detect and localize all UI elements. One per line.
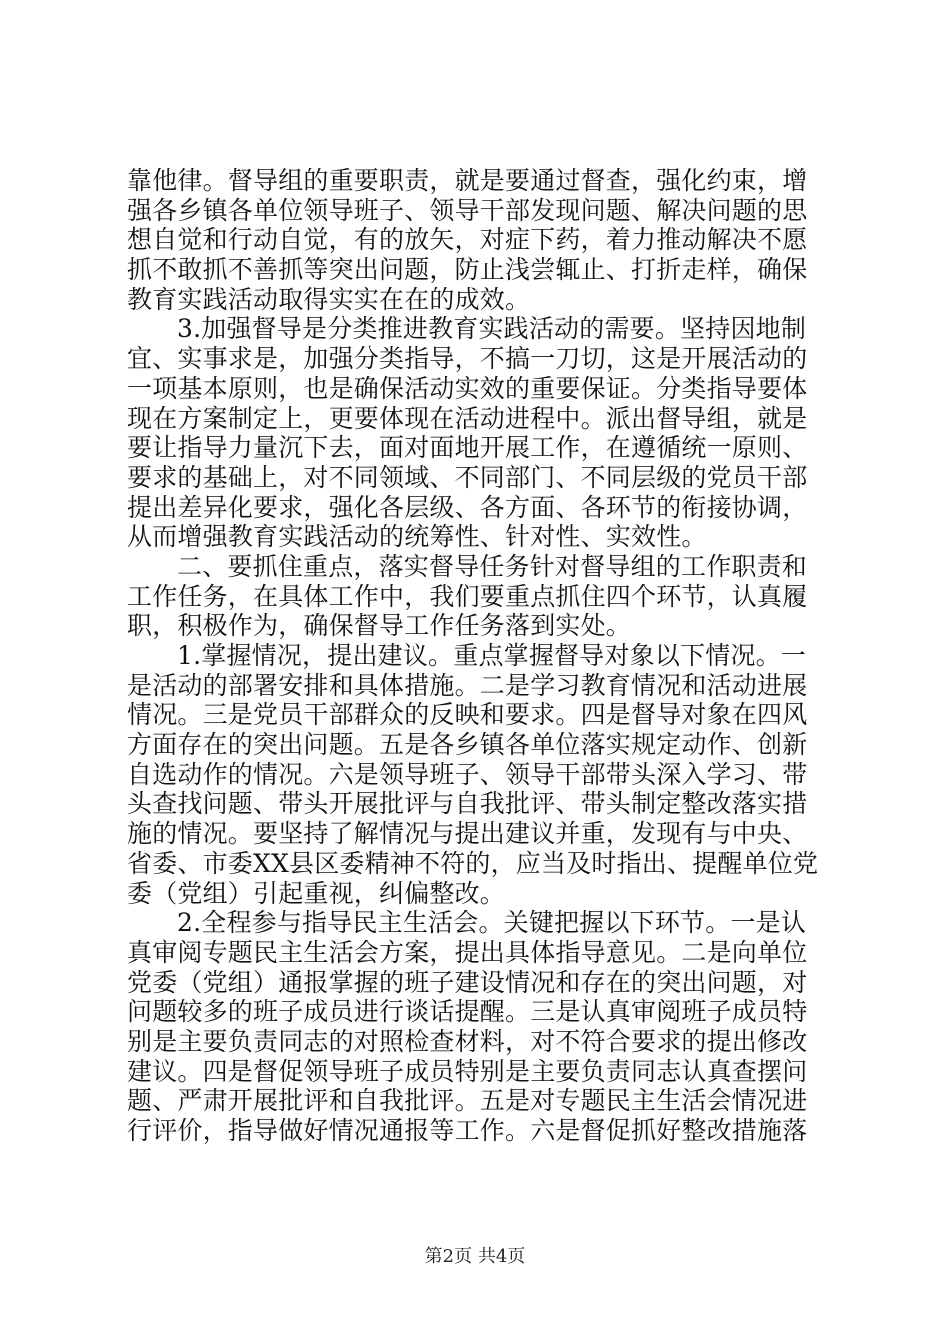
text-line: 要求的基础上，对不同领域、不同部门、不同层级的党员干部 bbox=[127, 462, 808, 492]
text-line: 一项基本原则，也是确保活动实效的重要保证。分类指导要体 bbox=[127, 373, 808, 403]
text-line: 行评价，指导做好情况通报等工作。六是督促抓好整改措施落 bbox=[127, 1116, 808, 1145]
text-line: 建议。四是督促领导班子成员特别是主要负责同志认真查摆问 bbox=[127, 1056, 808, 1086]
text-line: 要让指导力量沉下去，面对面地开展工作，在遵循统一原则、 bbox=[127, 433, 808, 463]
paragraph-first-line: 2.全程参与指导民主生活会。关键把握以下环节。一是认 bbox=[177, 908, 807, 938]
text-line: 省委、市委XX县区委精神不符的，应当及时指出、提醒单位党 bbox=[127, 848, 819, 878]
text-line: 方面存在的突出问题。五是各乡镇各单位落实规定动作、创新 bbox=[127, 730, 808, 760]
text-line: 提出差异化要求，强化各层级、各方面、各环节的衔接协调， bbox=[127, 492, 808, 522]
text-line: 题、严肃开展批评和自我批评。五是对专题民主生活会情况进 bbox=[127, 1086, 808, 1116]
section-heading-line: 二、要抓住重点，落实督导任务针对督导组的工作职责和 bbox=[177, 551, 808, 581]
document-body bbox=[127, 166, 829, 1146]
text-line: 施的情况。要坚持了解情况与提出建议并重，发现有与中央、 bbox=[127, 819, 808, 849]
text-line: 党委（党组）通报掌握的班子建设情况和存在的突出问题，对 bbox=[127, 967, 808, 997]
page-number-footer: 第2页 共4页 bbox=[424, 1246, 526, 1267]
text-line: 靠他律。督导组的重要职责，就是要通过督查，强化约束，增 bbox=[127, 166, 808, 195]
text-line: 工作任务，在具体工作中，我们要重点抓住四个环节，认真履 bbox=[127, 581, 808, 611]
text-line: 抓不敢抓不善抓等突出问题，防止浅尝辄止、打折走样，确保 bbox=[127, 255, 808, 285]
text-line: 现在方案制定上，更要体现在活动进程中。派出督导组，就是 bbox=[127, 403, 808, 433]
text-line: 真审阅专题民主生活会方案，提出具体指导意见。二是向单位 bbox=[127, 937, 808, 967]
text-line: 宜、实事求是，加强分类指导，不搞一刀切，这是开展活动的 bbox=[127, 344, 808, 374]
text-line: 情况。三是党员干部群众的反映和要求。四是督导对象在四风 bbox=[127, 700, 808, 730]
text-line: 委（党组）引起重视，纠偏整改。 bbox=[127, 878, 506, 908]
text-line: 从而增强教育实践活动的统筹性、针对性、实效性。 bbox=[127, 522, 707, 552]
text-line: 自选动作的情况。六是领导班子、领导干部带头深入学习、带 bbox=[127, 759, 808, 789]
text-line: 是活动的部署安排和具体措施。二是学习教育情况和活动进展 bbox=[127, 670, 808, 700]
text-line: 职，积极作为，确保督导工作任务落到实处。 bbox=[127, 611, 632, 641]
text-line: 别是主要负责同志的对照检查材料，对不符合要求的提出修改 bbox=[127, 1026, 808, 1056]
text-line: 教育实践活动取得实实在在的成效。 bbox=[127, 284, 531, 314]
text-line: 头查找问题、带头开展批评与自我批评、带头制定整改落实措 bbox=[127, 789, 808, 819]
text-line: 强各乡镇各单位领导班子、领导干部发现问题、解决问题的思 bbox=[127, 195, 808, 225]
text-line: 问题较多的班子成员进行谈话提醒。三是认真审阅班子成员特 bbox=[127, 997, 808, 1027]
text-line: 想自觉和行动自觉，有的放矢，对症下药，着力推动解决不愿 bbox=[127, 225, 808, 255]
paragraph-first-line: 3.加强督导是分类推进教育实践活动的需要。坚持因地制 bbox=[177, 314, 807, 344]
paragraph-first-line: 1.掌握情况，提出建议。重点掌握督导对象以下情况。一 bbox=[177, 641, 807, 670]
